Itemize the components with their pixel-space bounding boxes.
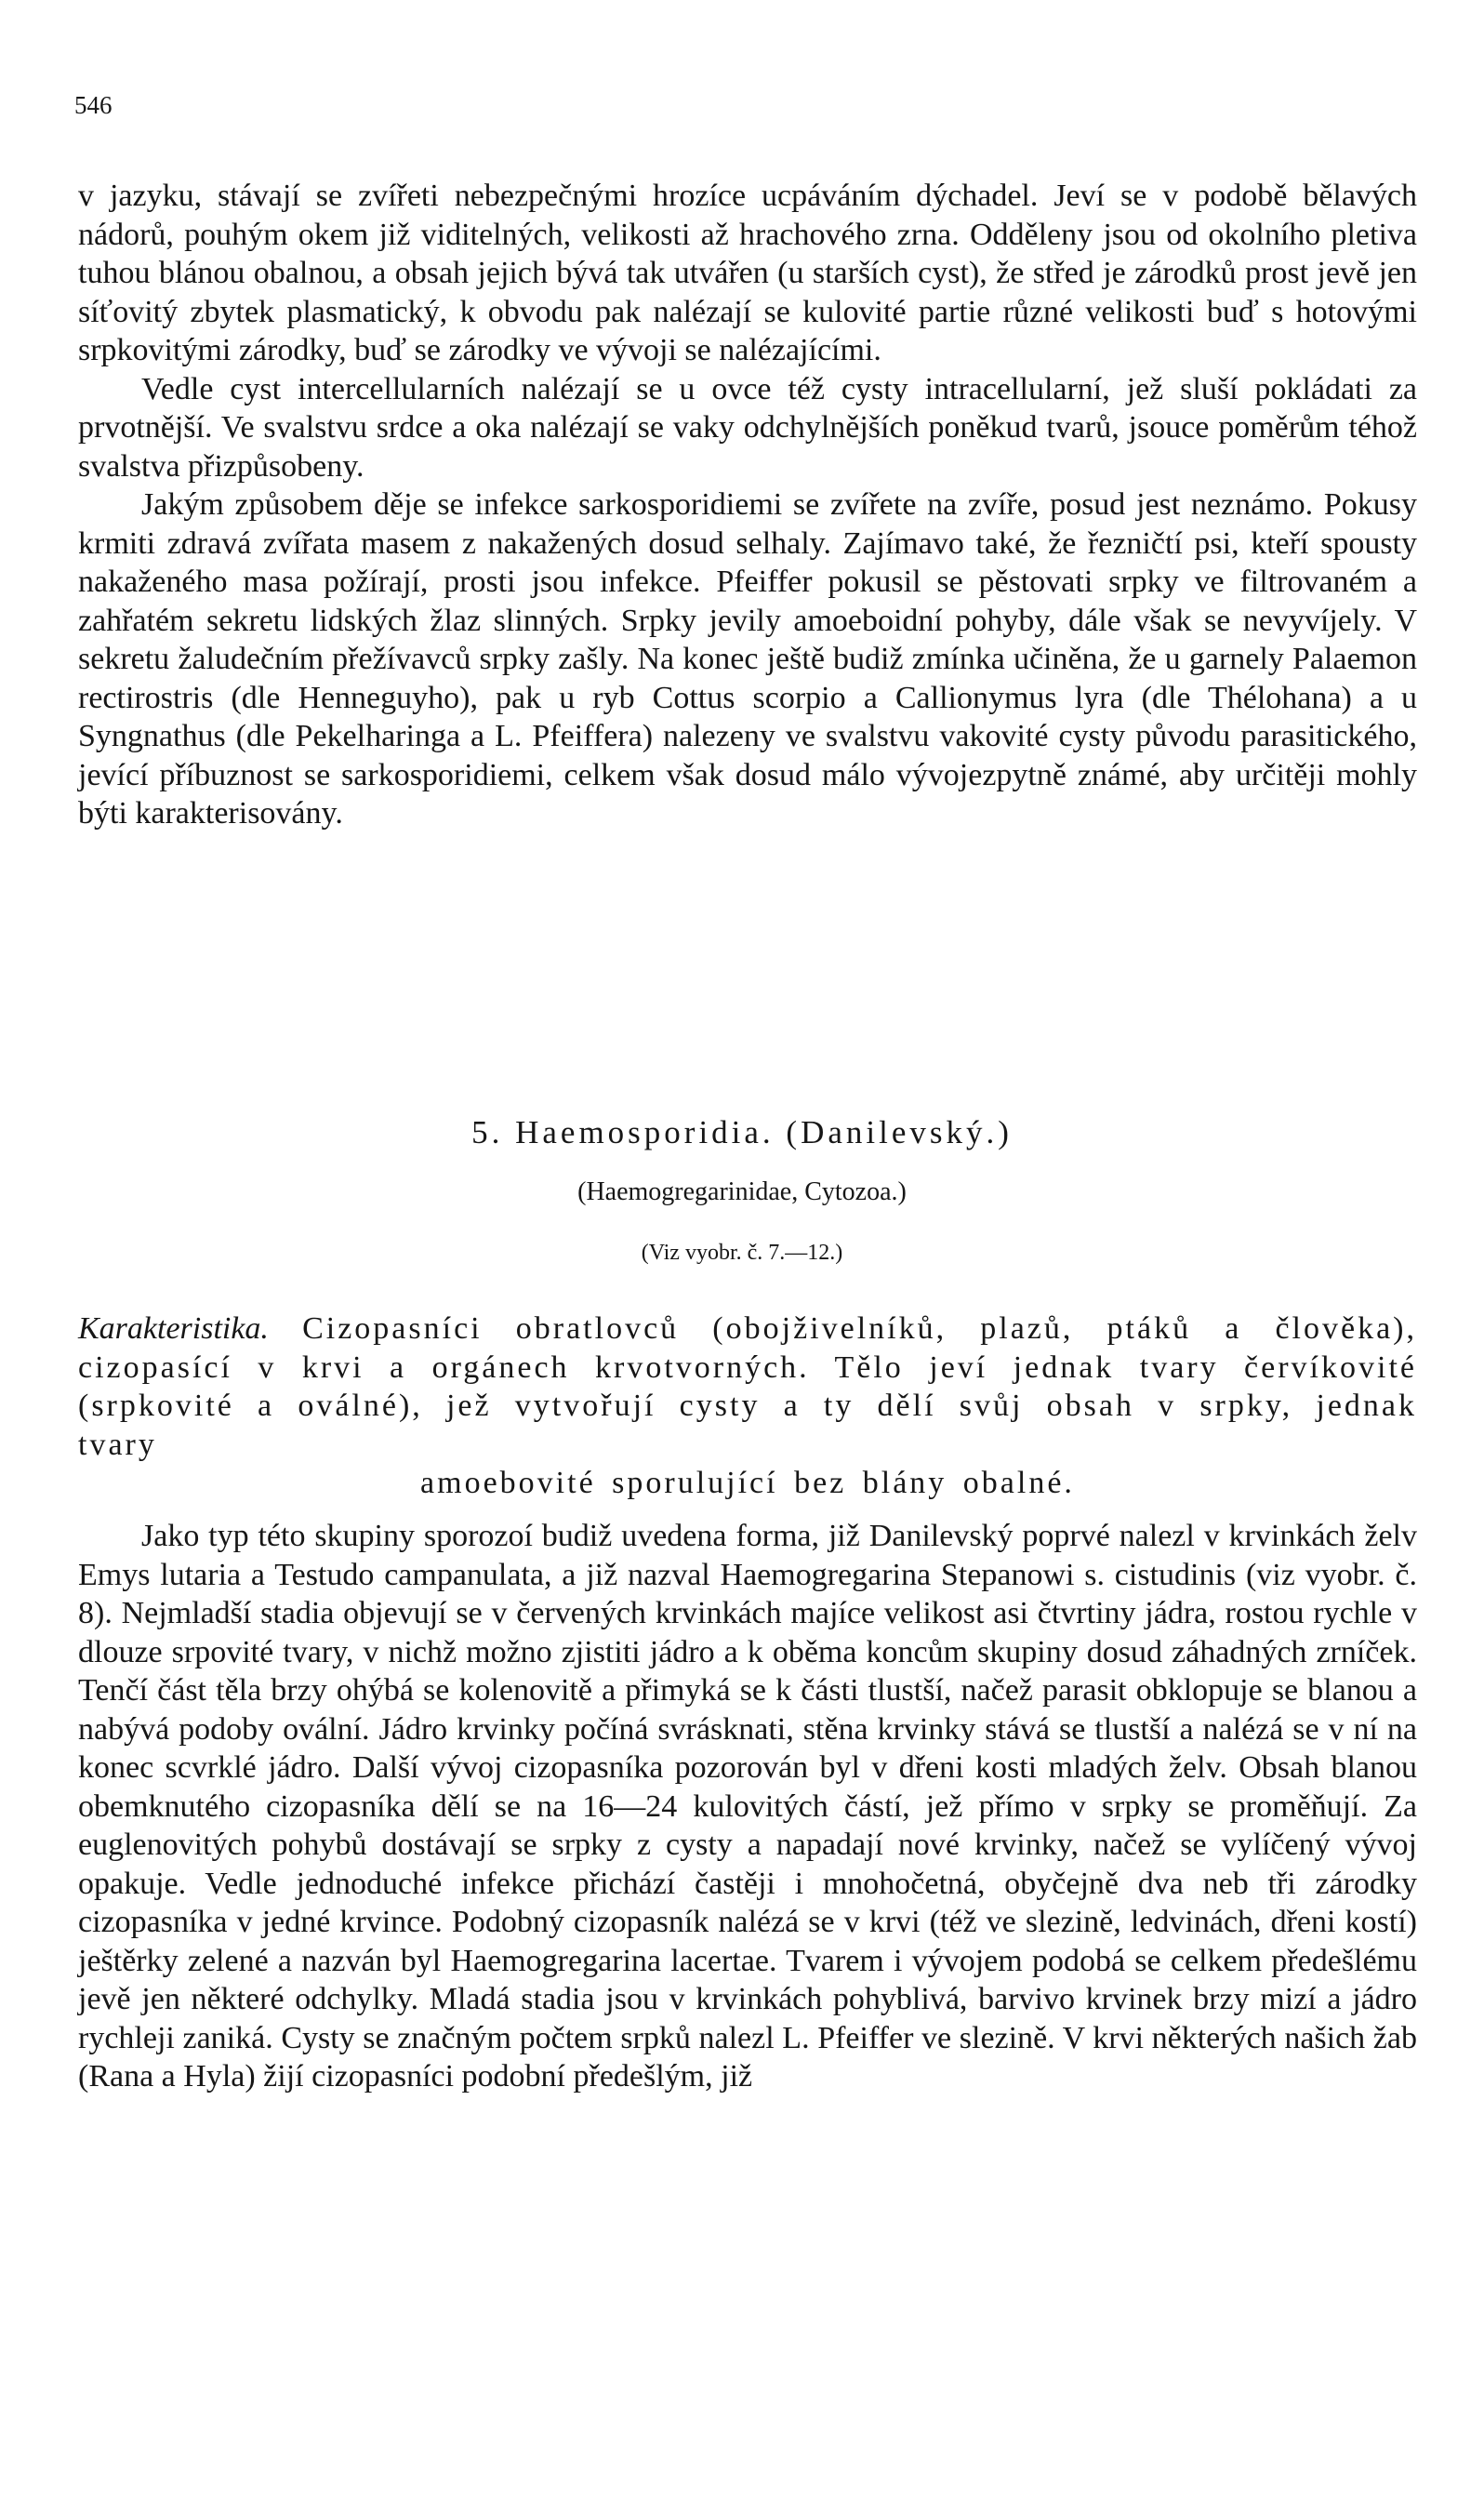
page-number: 546 [74, 91, 113, 119]
characteristic-label: Karakteristika. [78, 1311, 269, 1346]
characteristic-last-line: amoebovité sporulující bez blány obalné. [420, 1466, 1075, 1500]
characteristic-text: Cizopasníci obratlovců (obojživelníků, plazů, ptáků a člověka), cizopasící v krvi a orgánech krvotvorných. Tělo jeví jednak tvary červíkovité (srpkovité a oválné), jež vytvořují cysty a ty dělí svůj obsah v srpky, jednak tvary [78, 1311, 1417, 1462]
text-block-lower [78, 1517, 1417, 2096]
paragraph: v jazyku, stávají se zvířeti nebezpečnými hrozíce ucpáváním dýchadel. Jeví se v podobě bělavých nádorů, pouhým okem již viditelných, velikosti až hrachového zrna. Odděleny jsou od okolního pletiva tuhou blánou obalnou, a obsah jejich bývá tak utvářen (u starších cyst), že střed je zárodků prost jevě jen síťovitý zbytek plasmatický, k obvodu pak nalézají se kulovité partie různé velikosti buď s hotovými srpkovitými zárodky, buď se zárodky ve vývoji se nalézajícími. [78, 179, 1417, 367]
text-block-upper [78, 177, 1417, 833]
section-title: 5. Haemosporidia. (Danilevský.) [471, 1114, 1013, 1150]
paragraph: Jakým způsobem děje se infekce sarkosporidiemi se zvířete na zvíře, posud jest neznámo. Pokusy krmiti zdravá zvířata masem z nakažených dosud selhaly. Zajímavo také, že řezničtí psi, kteří spousty nakaženého masa požírají, prosti jsou infekce. Pfeiffer pokusil se pěstovati srpky ve filtrovaném a zahřatém sekretu lidských žlaz slinných. Srpky jevily amoeboidní pohyby, dále však se nevyvíjely. V sekretu žaludečním přežívavců srpky zašly. Na konec ještě budiž zmínka učiněna, že u garnely Palaemon rectirostris (dle Henneguyho), pak u ryb Cottus scorpio a Callionymus lyra (dle Thélohana) a u Syngnathus (dle Pekelharinga a L. Pfeiffera) nalezeny ve svalstvu vakovité cysty původu parasitického, jevící příbuznost se sarkosporidiemi, celkem však dosud málo vývojezpytně známé, aby určitěji mohly býti karakterisovány. [78, 487, 1417, 831]
characteristic-paragraph [78, 1309, 1417, 1464]
paragraph: Jako typ této skupiny sporozoí budiž uvedena forma, již Danilevský poprvé nalezl v krvinkách želv Emys lutaria a Testudo campanulata, a již nazval Haemogregarina Stepanowi s. cistudinis (viz vyobr. č. 8). Nejmladší stadia objevují se v červených krvinkách majíce velikost asi čtvrtiny jádra, rostou rychle v dlouze srpovité tvary, v nichž možno zjistiti jádro a k oběma koncům skupiny dosud záhadných zrníček. Tenčí část těla brzy ohýbá se kolenovitě a přimyká se k části tlustší, načež parasit obklopuje se blanou a nabývá podoby ovální. Jádro krvinky počíná svrásknati, stěna krvinky stává se tlustší a nalézá se v ní na konec scvrklé jádro. Další vývoj cizopasníka pozorován byl v dřeni kosti mladých želv. Obsah blanou obemknutého cizopasníka dělí se na 16—24 kulovitých částí, jež přímo v srpky se proměňují. Za euglenovitých pohybů dostávají se srpky z cysty a napadají nové krvinky, načež se vylíčený vývoj opakuje. Vedle jednoduché infekce přichází častěji i mnohočetná, obyčejně dva neb tři zárodky cizopasníka v jedné krvince. Podobný cizopasník nalézá se v krvi (též ve slezině, ledvinách, dřeni kostí) ještěrky zelené a nazván byl Haemogregarina lacertae. Tvarem i vývojem podobá se celkem předešlému jevě jen některé odchylky. Mladá stadia jsou v krvinkách pohyblivá, barvivo krvinek brzy mizí a jádro rychleji zaniká. Cysty se značným počtem srpků nalezl L. Pfeiffer ve slezině. V krvi některých našich žab (Rana a Hyla) žijí cizopasníci podobní předešlým, již [78, 1519, 1417, 2094]
figure-reference: (Viz vyobr. č. 7.—12.) [641, 1241, 843, 1265]
characteristic-block [78, 1309, 1417, 1503]
section-subtitle: (Haemogregarinidae, Cytozoa.) [577, 1177, 907, 1206]
paragraph: Vedle cyst intercellularních nalézají se u ovce též cysty intracellularní, jež sluší pokládati za prvotnější. Ve svalstvu srdce a oka nalézají se vaky odchylnějších poněkud tvarů, jsouce poměrům téhož svalstva přizpůsobeny. [78, 371, 1417, 484]
